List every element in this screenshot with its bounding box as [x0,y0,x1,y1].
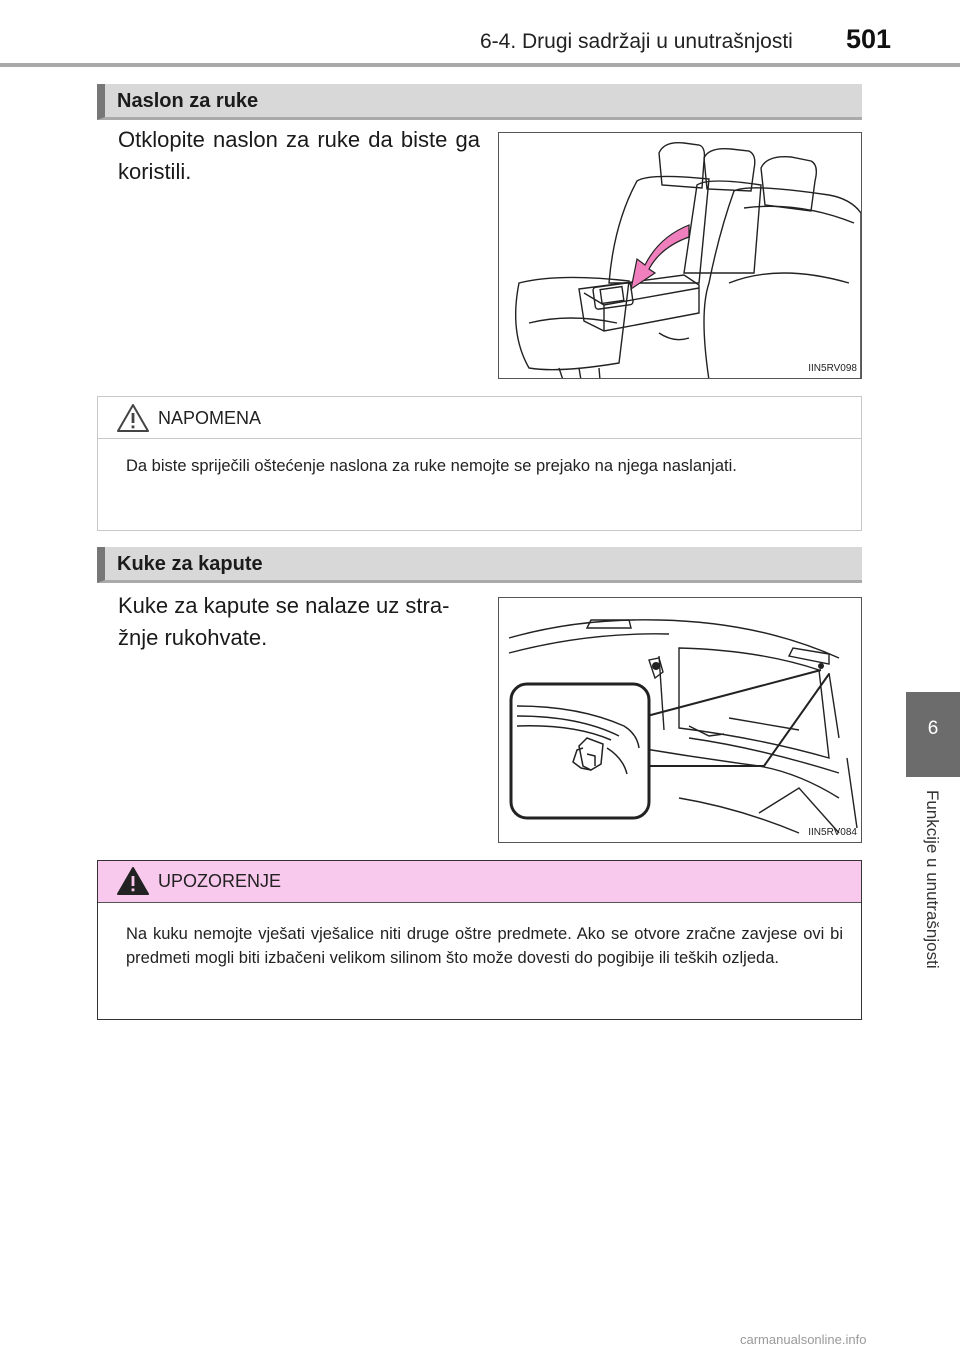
figure-code: IIN5RV098 [808,363,857,374]
armrest-instruction-text: Otklopite naslon za ruke da biste ga koristili. [118,127,480,184]
coat-hooks-text: Kuke za kapute se nalaze uz stra-žnje rukohvate. [118,593,450,650]
armrest-illustration [498,132,862,379]
chapter-label: Funkcije u unutrašnjosti [923,790,942,969]
section-heading-label: Kuke za kapute [117,553,263,575]
notice-text: Da biste spriječili oštećenje naslona za ruke nemojte se prejako na njega naslanjati. [126,457,737,475]
chapter-label-container [906,790,960,990]
rear-seat-armrest-drawing [499,133,862,379]
watermark: carmanualsonline.info [740,1332,867,1347]
warning-header [98,861,861,903]
section-heading-armrest [97,84,862,120]
warning-text: Na kuku nemojte vješati vješalice niti druge oštre predmete. Ako se otvore zračne zavjese ovi bi predmeti mogli biti izbačeni velikom silinom što može dovesti do pogibije ili teških ozljeda. [126,925,843,967]
chapter-tab [906,692,960,777]
warning-box [97,860,862,1020]
header-divider [0,63,960,67]
fold-down-arrow [631,225,689,289]
warning-triangle-icon [116,866,150,896]
section-heading-label: Naslon za ruke [117,90,259,112]
chapter-number: 6 [927,718,939,739]
warning-title: UPOZORENJE [158,871,282,891]
caution-triangle-icon [116,403,150,433]
notice-title: NAPOMENA [158,408,262,428]
section-heading-coat-hooks [97,547,862,583]
figure-code: IIN5RV084 [808,827,857,838]
running-header: 6-4. Drugi sadržaji u unutrašnjosti [480,30,793,53]
coat-hooks-illustration [498,597,862,843]
coat-hook-drawing [499,598,862,843]
page-number: 501 [846,24,892,54]
notice-header [98,397,861,439]
notice-box [97,396,862,531]
